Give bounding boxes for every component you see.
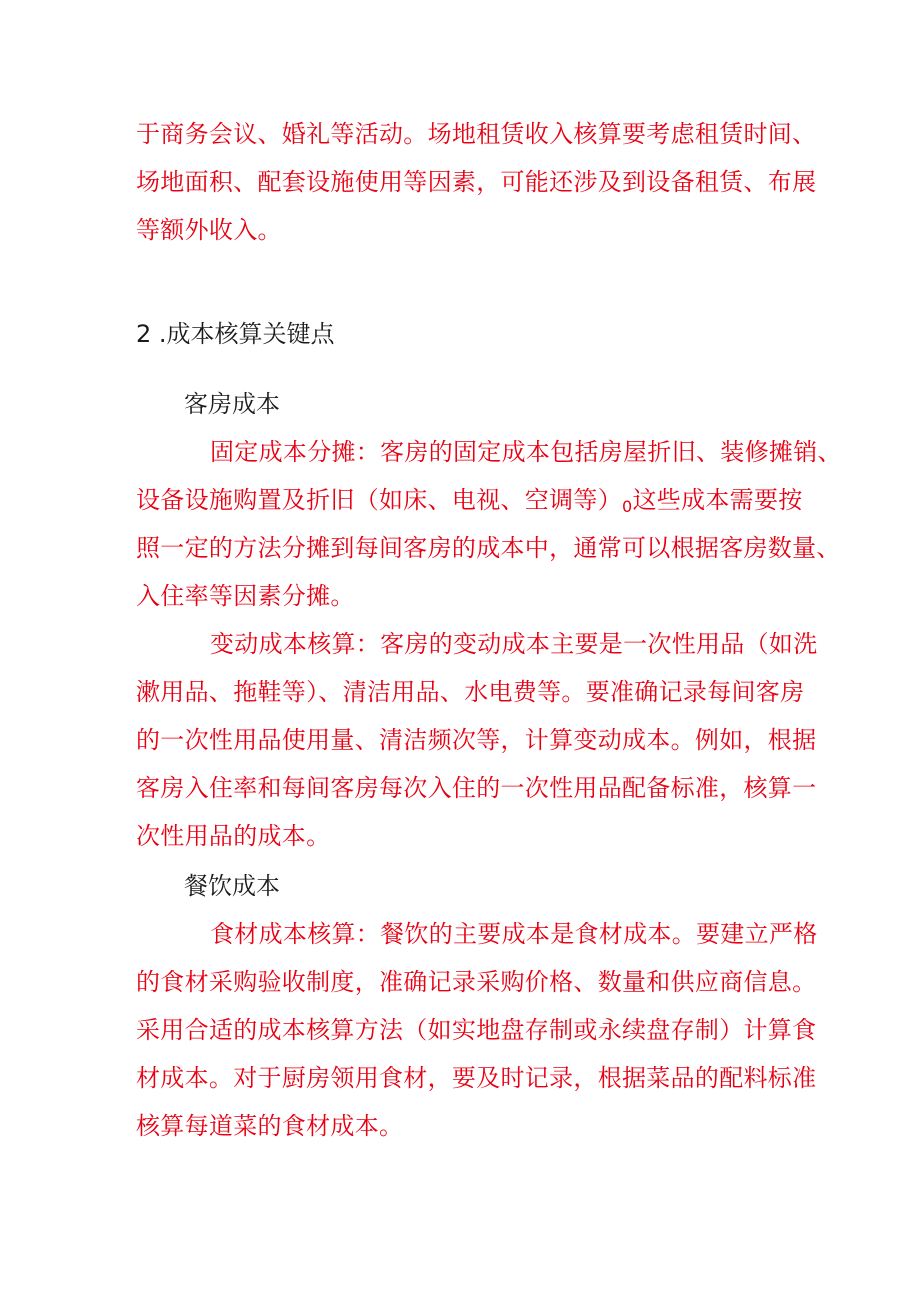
ingredient-cost-paragraph [136,910,818,1150]
ingredient-cost-line-1: 食材成本核算：餐饮的主要成本是食材成本。要建立严格 [210,920,818,948]
intro-line-2: 场地面积、配套设施使用等因素，可能还涉及到设备租赁、布展 [136,168,817,196]
fixed-cost-line-1: 固定成本分摊：客房的固定成本包括房屋折旧、装修摊销、 [210,438,842,466]
variable-cost-line-4: 客房入住率和每间客房每次入住的一次性用品配备标准，核算一 [136,774,817,802]
variable-cost-line-1: 变动成本核算：客房的变动成本主要是一次性用品（如洗 [210,630,818,658]
fixed-cost-line-2 [136,476,806,524]
intro-paragraph [136,110,817,254]
variable-cost-line-5: 次性用品的成本。 [136,822,331,850]
ingredient-cost-line-5: 核算每道菜的食材成本。 [136,1112,404,1140]
intro-line-3: 等额外收入。 [136,216,282,244]
ingredient-cost-line-2: 的食材采购验收制度，准确记录采购价格、数量和供应商信息。 [136,968,817,996]
ingredient-cost-line-4: 材成本。对于厨房领用食材，要及时记录，根据菜品的配料标准 [136,1064,817,1092]
intro-line-1: 于商务会议、婚礼等活动。场地租赁收入核算要考虑租赁时间、 [136,120,817,148]
food-cost-heading: 餐饮成本 [184,872,280,900]
variable-cost-line-2: 漱用品、拖鞋等）、清洁用品、水电费等。要准确记录每间客房 [136,678,805,706]
fixed-cost-line-3: 照一定的方法分摊到每间客房的成本中，通常可以根据客房数量、 [136,534,841,562]
room-cost-heading: 客房成本 [184,390,280,418]
fixed-cost-line-2a: 设备设施购置及折旧（如床、电视、空调等） [136,486,622,514]
fixed-cost-subscript: 0 [622,497,633,516]
variable-cost-paragraph [136,620,818,860]
variable-cost-line-3: 的一次性用品使用量、清洁频次等，计算变动成本。例如，根据 [136,726,817,754]
fixed-cost-line-2b: 这些成本需要按 [632,486,803,514]
fixed-cost-line-4: 入住率等因素分摊。 [136,582,355,610]
ingredient-cost-line-3: 采用合适的成本核算方法（如实地盘存制或永续盘存制）计算食 [136,1016,817,1044]
section-heading: 2 .成本核算关键点 [136,320,335,348]
fixed-cost-paragraph [136,428,842,620]
